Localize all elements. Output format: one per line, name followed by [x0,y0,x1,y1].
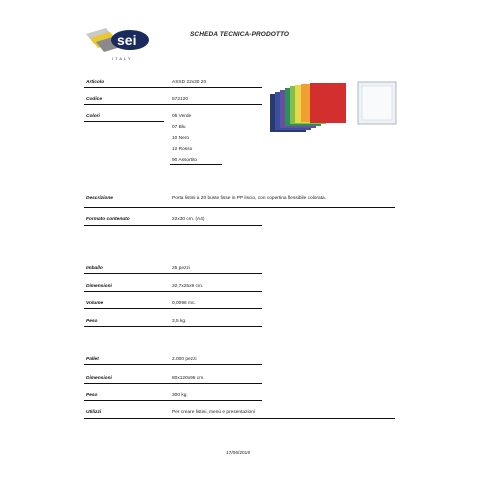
divider [84,418,395,419]
label-pallet-dimensioni: Dimensioni [86,376,112,381]
label-dimensioni: Dimensioni [86,284,112,289]
label-articolo: Articolo [86,80,105,85]
label-utilizzi: Utilizzi [86,410,102,415]
value-peso: 3,5 kg. [172,319,187,324]
divider [84,225,262,226]
value-imballo: 25 pezzi [172,266,190,271]
footer-date: 17/06/2019 [226,451,251,456]
divider [84,383,262,384]
value-pallet-peso: 300 kg. [172,393,188,398]
divider [84,121,164,122]
label-formato: Formato contenuto [86,217,130,222]
value-colore: 07 Blu [172,125,186,130]
brand-subtitle: ITALY [112,56,133,61]
value-pallet-dimensioni: 80x120x96 cm. [172,376,205,381]
product-photo [270,80,398,136]
value-colore: 90 Assortito [172,158,198,163]
value-codice: 572120 [172,97,189,102]
svg-text:sei: sei [117,32,137,48]
divider [84,400,262,401]
label-pallet-peso: Peso [86,393,98,398]
divider [84,291,262,292]
value-formato: 22x30 cm. (A4) [172,217,205,222]
value-pallet: 2.000 pezzi [172,357,197,362]
label-colori: Colori [86,114,100,119]
divider [84,273,262,274]
divider [84,104,262,105]
divider [170,164,222,165]
divider [84,364,262,365]
value-volume: 0,0096 mc. [172,301,196,306]
value-articolo: ASSD 22x30 20 [172,80,207,85]
value-colore: 10 Nero [172,136,190,141]
label-codice: Codice [86,97,102,102]
divider [84,87,262,88]
label-imballo: Imballo [86,266,103,271]
divider [84,207,395,208]
divider [84,326,262,327]
value-colore: 12 Rosso [172,147,193,152]
value-descrizione: Porta listini a 20 buste fisse in PP liscio, con copertina flessibile colorata. [172,196,327,201]
divider [84,308,262,309]
value-colore: 05 Verde [172,114,192,119]
value-dimensioni: 32,7x25x9 cm. [172,284,204,289]
label-pallet: Pallet [86,357,99,362]
label-volume: Volume [86,301,104,306]
label-descrizione: Descrizione [86,196,113,201]
document-title: SCHEDA TECNICA-PRODOTTO [190,31,290,38]
label-peso: Peso [86,319,98,324]
value-utilizzi: Per creare listini, menù e presentazioni [172,410,255,415]
